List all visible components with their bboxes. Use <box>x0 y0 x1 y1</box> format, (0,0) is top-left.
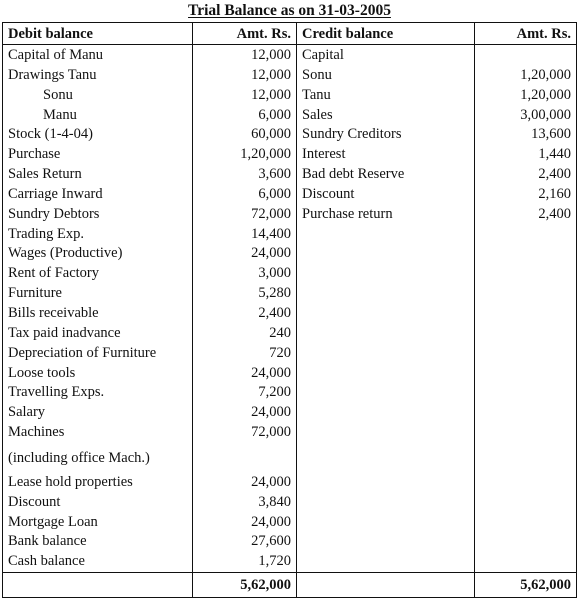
table-row <box>3 403 577 423</box>
debit-account-cell: Sonu <box>3 86 193 106</box>
credit-amount-cell: 1,440 <box>475 145 577 165</box>
debit-amount-cell: 240 <box>193 324 297 344</box>
credit-amount-cell <box>475 443 577 473</box>
credit-account-cell <box>297 324 475 344</box>
credit-account-cell <box>297 552 475 572</box>
debit-amount-cell: 6,000 <box>193 185 297 205</box>
debit-account-cell: Depreciation of Furniture <box>3 344 193 364</box>
total-credit-amount: 5,62,000 <box>475 573 577 598</box>
credit-account-cell: Capital <box>297 45 475 66</box>
table-row <box>3 284 577 304</box>
debit-amount-cell: 24,000 <box>193 244 297 264</box>
credit-amount-cell <box>475 344 577 364</box>
credit-account-cell: Tanu <box>297 86 475 106</box>
credit-account-cell <box>297 344 475 364</box>
debit-account-cell: Lease hold properties <box>3 473 193 493</box>
debit-amount-cell: 27,600 <box>193 532 297 552</box>
debit-amount-cell: 5,280 <box>193 284 297 304</box>
debit-amount-cell: 3,000 <box>193 264 297 284</box>
debit-amount-cell: 6,000 <box>193 106 297 126</box>
debit-account-cell: Rent of Factory <box>3 264 193 284</box>
debit-account-cell: Tax paid inadvance <box>3 324 193 344</box>
credit-amount-cell <box>475 284 577 304</box>
debit-amount-cell: 1,720 <box>193 552 297 572</box>
debit-amount-cell: 720 <box>193 344 297 364</box>
credit-amount-cell <box>475 513 577 533</box>
credit-account-cell <box>297 244 475 264</box>
table-row <box>3 185 577 205</box>
credit-amount-cell <box>475 383 577 403</box>
table-row <box>3 264 577 284</box>
debit-account-cell: Carriage Inward <box>3 185 193 205</box>
debit-account-cell: Loose tools <box>3 364 193 384</box>
trial-balance-table <box>2 22 577 598</box>
credit-amount-cell <box>475 403 577 423</box>
debit-account-cell: Discount <box>3 493 193 513</box>
debit-account-cell: Salary <box>3 403 193 423</box>
header-debit-balance: Debit balance <box>3 23 193 45</box>
total-credit-label-cell <box>297 573 475 598</box>
table-row <box>3 165 577 185</box>
debit-amount-cell: 24,000 <box>193 473 297 493</box>
credit-account-cell: Sales <box>297 106 475 126</box>
credit-amount-cell <box>475 45 577 66</box>
page-title <box>0 2 579 20</box>
debit-amount-cell: 1,20,000 <box>193 145 297 165</box>
table-row <box>3 364 577 384</box>
totals-row <box>3 573 577 598</box>
table-row <box>3 244 577 264</box>
debit-account-cell: Furniture <box>3 284 193 304</box>
debit-amount-cell: 24,000 <box>193 513 297 533</box>
credit-amount-cell: 2,400 <box>475 205 577 225</box>
debit-account-cell: Trading Exp. <box>3 225 193 245</box>
credit-amount-cell: 13,600 <box>475 125 577 145</box>
debit-account-cell: Machines <box>3 423 193 443</box>
credit-account-cell: Discount <box>297 185 475 205</box>
header-credit-amount: Amt. Rs. <box>475 23 577 45</box>
table-row <box>3 473 577 493</box>
credit-account-cell <box>297 364 475 384</box>
credit-account-cell <box>297 532 475 552</box>
debit-account-cell: Sales Return <box>3 165 193 185</box>
credit-amount-cell <box>475 423 577 443</box>
table-row <box>3 383 577 403</box>
total-debit-label-cell <box>3 573 193 598</box>
credit-amount-cell <box>475 532 577 552</box>
credit-account-cell <box>297 304 475 324</box>
table-row <box>3 145 577 165</box>
credit-amount-cell <box>475 244 577 264</box>
credit-amount-cell <box>475 473 577 493</box>
debit-amount-cell: 24,000 <box>193 403 297 423</box>
debit-account-cell: Mortgage Loan <box>3 513 193 533</box>
debit-amount-cell: 12,000 <box>193 66 297 86</box>
header-row <box>3 23 577 45</box>
credit-amount-cell: 2,160 <box>475 185 577 205</box>
debit-amount-cell: 2,400 <box>193 304 297 324</box>
debit-account-cell: Sundry Debtors <box>3 205 193 225</box>
debit-amount-cell: 7,200 <box>193 383 297 403</box>
debit-account-cell: Travelling Exps. <box>3 383 193 403</box>
table-row <box>3 423 577 443</box>
table-row <box>3 225 577 245</box>
table-row <box>3 205 577 225</box>
table-body <box>3 45 577 573</box>
table-row <box>3 125 577 145</box>
credit-account-cell <box>297 403 475 423</box>
debit-account-cell: Bills receivable <box>3 304 193 324</box>
credit-account-cell: Bad debt Reserve <box>297 165 475 185</box>
table-row <box>3 513 577 533</box>
total-debit-amount: 5,62,000 <box>193 573 297 598</box>
header-debit-amount: Amt. Rs. <box>193 23 297 45</box>
debit-amount-cell: 3,600 <box>193 165 297 185</box>
credit-amount-cell <box>475 493 577 513</box>
table-row <box>3 324 577 344</box>
table-row <box>3 532 577 552</box>
debit-account-cell: Bank balance <box>3 532 193 552</box>
debit-account-cell: Capital of Manu <box>3 45 193 66</box>
credit-account-cell: Purchase return <box>297 205 475 225</box>
debit-account-cell: Cash balance <box>3 552 193 572</box>
credit-account-cell: Sundry Creditors <box>297 125 475 145</box>
debit-account-cell: (including office Mach.) <box>3 443 193 473</box>
debit-account-cell: Stock (1-4-04) <box>3 125 193 145</box>
table-row <box>3 344 577 364</box>
table-row <box>3 493 577 513</box>
debit-amount-cell: 12,000 <box>193 86 297 106</box>
table-footer <box>3 573 577 598</box>
debit-amount-cell: 14,400 <box>193 225 297 245</box>
credit-amount-cell <box>475 324 577 344</box>
table-row <box>3 304 577 324</box>
debit-account-cell: Manu <box>3 106 193 126</box>
credit-amount-cell <box>475 304 577 324</box>
credit-amount-cell <box>475 264 577 284</box>
table-row <box>3 45 577 66</box>
credit-account-cell: Interest <box>297 145 475 165</box>
debit-account-cell: Drawings Tanu <box>3 66 193 86</box>
credit-account-cell <box>297 225 475 245</box>
credit-account-cell <box>297 493 475 513</box>
debit-account-cell: Purchase <box>3 145 193 165</box>
credit-account-cell <box>297 473 475 493</box>
credit-amount-cell: 2,400 <box>475 165 577 185</box>
credit-amount-cell <box>475 364 577 384</box>
credit-amount-cell: 1,20,000 <box>475 86 577 106</box>
credit-account-cell <box>297 423 475 443</box>
table-row <box>3 106 577 126</box>
debit-account-cell: Wages (Productive) <box>3 244 193 264</box>
header-credit-balance: Credit balance <box>297 23 475 45</box>
table-row <box>3 552 577 572</box>
table-row <box>3 86 577 106</box>
debit-amount-cell: 12,000 <box>193 45 297 66</box>
debit-amount-cell: 3,840 <box>193 493 297 513</box>
debit-amount-cell: 60,000 <box>193 125 297 145</box>
table-header <box>3 23 577 45</box>
credit-account-cell <box>297 383 475 403</box>
credit-account-cell: Sonu <box>297 66 475 86</box>
credit-account-cell <box>297 513 475 533</box>
debit-amount-cell: 72,000 <box>193 205 297 225</box>
debit-amount-cell: 24,000 <box>193 364 297 384</box>
credit-amount-cell: 1,20,000 <box>475 66 577 86</box>
title-text: Trial Balance as on 31-03-2005 <box>188 2 391 19</box>
credit-amount-cell: 3,00,000 <box>475 106 577 126</box>
credit-account-cell <box>297 284 475 304</box>
credit-amount-cell <box>475 225 577 245</box>
credit-account-cell <box>297 264 475 284</box>
table-row <box>3 443 577 473</box>
debit-amount-cell: 72,000 <box>193 423 297 443</box>
credit-amount-cell <box>475 552 577 572</box>
table-row <box>3 66 577 86</box>
debit-amount-cell <box>193 443 297 473</box>
credit-account-cell <box>297 443 475 473</box>
